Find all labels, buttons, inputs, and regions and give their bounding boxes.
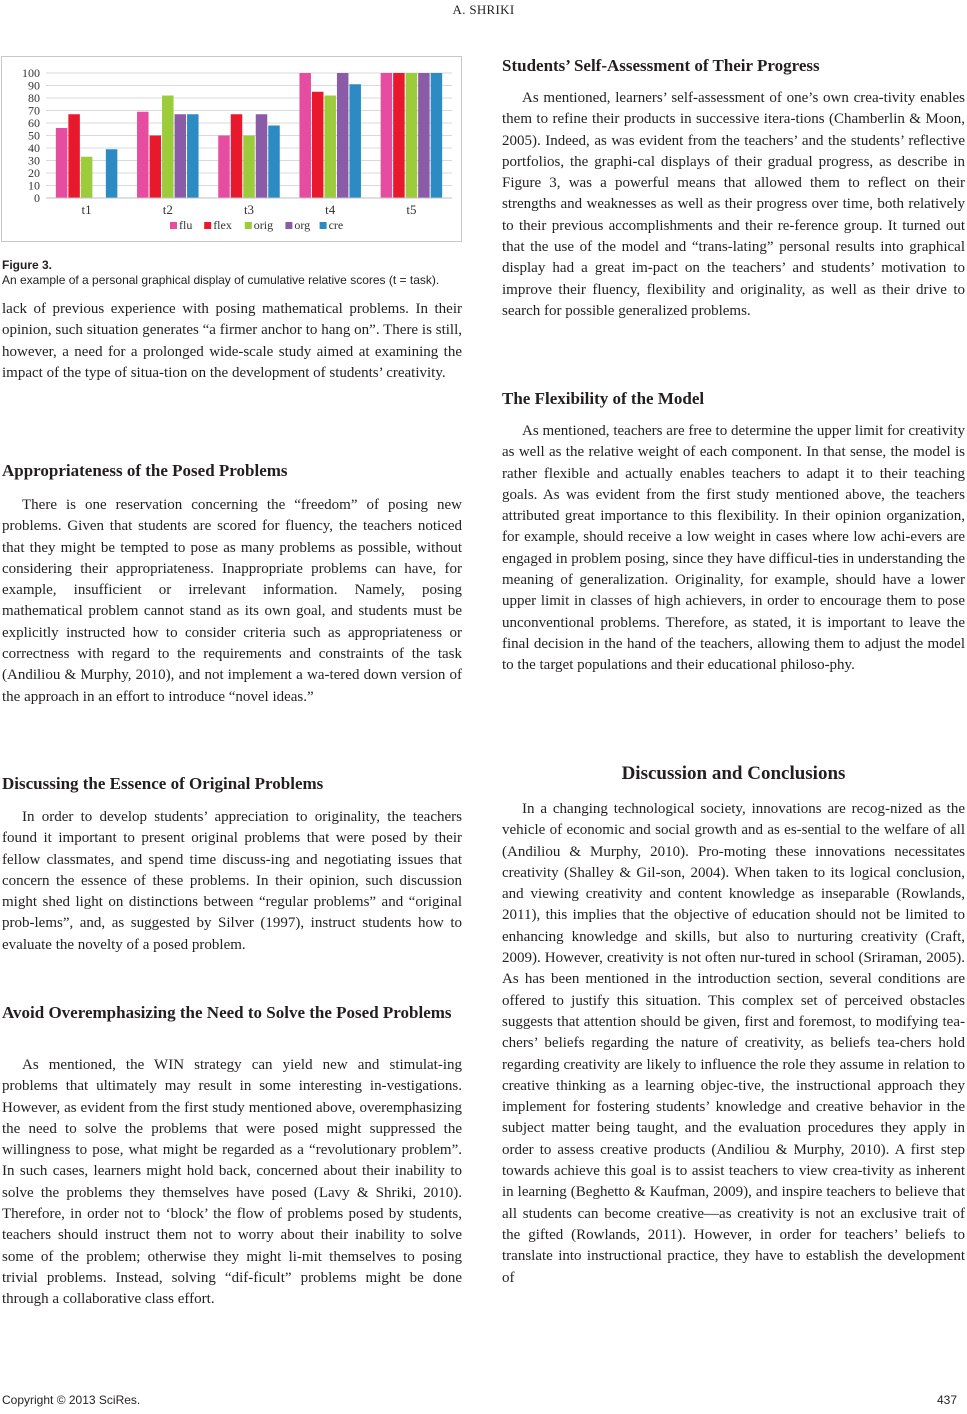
heading-avoid-overemphasizing: Avoid Overemphasizing the Need to Solve the Posed Problems xyxy=(2,1003,452,1022)
y-tick-label: 40 xyxy=(28,141,40,155)
bar-cre-t3 xyxy=(268,126,280,199)
bar-orig-t5 xyxy=(406,73,418,198)
bar-flu-t2 xyxy=(137,112,149,198)
x-tick-label: t4 xyxy=(325,202,336,217)
x-tick-label: t5 xyxy=(406,202,417,217)
figure-caption xyxy=(2,258,462,288)
bar-flex-t5 xyxy=(393,73,405,198)
heading-self-assessment: Students’ Self-Assessment of Their Progress xyxy=(502,56,820,75)
y-tick-label: 60 xyxy=(28,116,40,130)
legend-label-flex: flex xyxy=(213,218,232,232)
right-paragraph-3: In a changing technological society, innovations are recog-nized as the vehicle of economic and social growth and as es-sential to the welfare of all (Andiliou & Murphy, 2010). Pro-moting these innovations necessitates creativity (Shalley & Gil-son, 2004). When taken to its logical conclusion, and viewing creativity and content knowledge as inseparable (Rowlands, 2011), this implies that the objective of education should not be limited to enhancing knowledge and skills, but also to nurturing creativity (Craft, 2009). However, creativity is not often nur-tured in school (Sriraman, 2005). As has been mentioned in the introduction section, several conditions are offered to justify this situation. This complex set of perceived obstacles suggests that attention should be given, first and foremost, to modifying tea-chers’ beliefs regarding the nature of creativity, as beliefs tea-chers hold regarding creativity are likely to influence the role they assume in relation to creative thinking as a learning objec-tive, the instructional approach they implement for fostering students’ knowledge and creative behavior in the subject matter being taught, and the evaluation procedures they apply in order to assess creative products (Andiliou & Murphy, 2010). A first step towards achieve this goal is to assist teachers to view crea-tivity as inherent in learning (Beghetto & Kaufman, 2009), and inspire teachers to believe that all students can become creative—as creativity is not an exclusive trait of the gifted (Rowlands, 2011). However, in order for teachers’ beliefs to translate into instructional practice, they have to establish the development of xyxy=(502,801,965,1286)
left-paragraph-3: In order to develop students’ appreciation to originality, the teachers found it important to present original problems that were posed by their fellow classmates, and spend time discuss-ing and negotiating issues that concern the essence of these problems. In their opinion, such discussion might shed light on distinctions between “regular problems” and “original prob-lems”, and, as suggested by Silver (1997), instruct students how to evaluate the novelty of a posed problem. xyxy=(2,809,462,953)
heading-appropriateness: Appropriateness of the Posed Problems xyxy=(2,461,288,480)
bar-flex-t4 xyxy=(312,92,324,198)
left-paragraph-4: As mentioned, the WIN strategy can yield new and stimulat-ing problems that ultimately may result in some interesting in-vestigations. However, as evident from the first study mentioned above, overemphasizing the need to solve the problems that were posed might suppressed the willingness to pose, what might be regarded as a “revolutionary problem”. In such cases, learners might hold back, concerned about their inability to solve the problems they themselves have posed (Lavy & Shriki, 2010). Therefore, in order not to ‘block’ the flow of problems posed by students, teachers should instruct them not to worry about their inability to solve some of the problem; otherwise they might li-mit themselves to posing trivial problems. Instead, solving “dif-ficult” problems might be done through a collaborative class effort. xyxy=(2,1057,462,1308)
bar-chart xyxy=(2,57,461,241)
y-tick-label: 90 xyxy=(28,78,40,93)
bar-org-t4 xyxy=(337,73,349,198)
bar-org-t2 xyxy=(175,114,187,198)
bar-flu-t5 xyxy=(381,73,393,198)
bar-org-t3 xyxy=(256,114,268,198)
y-tick-label: 20 xyxy=(28,166,40,180)
bar-flu-t3 xyxy=(218,136,230,199)
y-tick-label: 50 xyxy=(28,128,40,143)
bar-flex-t3 xyxy=(231,114,243,198)
bar-orig-t2 xyxy=(162,96,174,199)
y-tick-label: 0 xyxy=(34,191,40,205)
bar-orig-t1 xyxy=(81,157,93,198)
x-tick-label: t3 xyxy=(243,202,255,217)
figure-label: Figure 3. xyxy=(2,258,53,272)
legend-swatch-flex xyxy=(204,222,211,229)
heading-discussion-conclusions: Discussion and Conclusions xyxy=(621,763,846,784)
legend-swatch-orig xyxy=(245,222,252,229)
y-tick-label: 80 xyxy=(28,91,40,105)
bar-flex-t1 xyxy=(68,114,80,198)
legend-swatch-org xyxy=(285,222,292,229)
legend-label-cre: cre xyxy=(328,218,344,232)
left-paragraph-2: There is one reservation concerning the “freedom” of posing new problems. Given that students are scored for fluency, the teachers noticed that they might be tempted to pose as many problems as possible, without considering their appropriateness. Inappropriate problems can have, for example, insufficient or irrelevant information. Namely, posing mathematical problem cannot stand as its own goal, and students must be explicitly instructed how to consider criteria such as appropriateness or correctness with regard to the requirements and constraints of the task (Andiliou & Murphy, 2010), and not implement a wa-tered down version of the approach in an effort to introduce “novel ideas.” xyxy=(2,497,462,705)
figure-3-chart xyxy=(1,56,462,242)
x-tick-label: t2 xyxy=(162,202,173,217)
bar-org-t5 xyxy=(418,73,430,198)
legend-label-orig: orig xyxy=(253,218,274,232)
figure-caption-text: An example of a personal graphical display of cumulative relative scores (t = task). xyxy=(2,273,440,287)
footer-page-number: 437 xyxy=(936,1393,957,1407)
bar-flex-t2 xyxy=(150,136,162,199)
footer-copyright: Copyright © 2013 SciRes. xyxy=(2,1393,141,1407)
heading-discussing-essence: Discussing the Essence of Original Problems xyxy=(2,774,324,793)
right-paragraph-1: As mentioned, learners’ self-assessment of one’s own crea-tivity enables them to refine their products in successive itera-tions (Chamberlin & Moon, 2005). Indeed, as was evident from the teachers’ and the students’ reflective portfolios, the graphi-cal displays of their gradual progress, as describe in Figure 3, was a powerful means that allowed them to reflect on their strengths and weaknesses as well as their progress over time, both relatively to their previous accomplishments and their re-ference group. It turned out that the use of the model and “trans-lating” personal results into graphical display had a great im-pact on the teachers’ and students’ motivation to improve their fluency, flexibility and originality, as well as their drive to search for possible generalized problems. xyxy=(502,90,965,319)
legend-swatch-flu xyxy=(170,222,177,229)
x-tick-label: t1 xyxy=(81,202,92,217)
bar-cre-t2 xyxy=(187,114,199,198)
left-paragraph-1: lack of previous experience with posing mathematical problems. In their opinion, such situation generates “a firmer anchor to hang on”. There is still, however, a need for a prolonged wide-scale study aimed at examining the impact of the type of situa-tion on the development of students’ creativity. xyxy=(2,301,462,381)
bar-cre-t1 xyxy=(106,149,118,198)
y-tick-label: 70 xyxy=(28,103,40,118)
y-tick-label: 30 xyxy=(28,153,40,168)
running-head: A. SHRIKI xyxy=(452,2,515,17)
y-tick-label: 10 xyxy=(28,178,40,193)
y-tick-label: 100 xyxy=(22,66,40,80)
right-paragraph-2: As mentioned, teachers are free to determine the upper limit for creativity as well as the relative weight of each component. In that sense, the model is rather flexible and actually enables teachers to adapt it to their teaching goals. As was evident from the first study mentioned above, the teachers attributed great importance to this flexibility. In their opinion organization, for example, should receive a low weight in cases where low achi-evers are engaged in problem posing, since they have difficul-ties in understanding the meaning of generalization. Originality, for example, should have a lower upper limit in classes of high achievers, in order to encourage them to pose unconventional problems. Therefore, as stated, it is important to leave the final decision in the hand of the teachers, allowing them to adjust the model to the target populations and their educational philoso-phy. xyxy=(502,423,965,674)
heading-flexibility: The Flexibility of the Model xyxy=(502,389,705,408)
legend-swatch-cre xyxy=(320,222,327,229)
bar-cre-t5 xyxy=(431,73,443,198)
bar-cre-t4 xyxy=(349,84,361,198)
legend-label-flu: flu xyxy=(179,218,193,232)
legend-label-org: org xyxy=(294,218,311,232)
bar-orig-t3 xyxy=(243,136,255,199)
bar-orig-t4 xyxy=(324,96,336,199)
bar-flu-t4 xyxy=(299,73,311,198)
bar-flu-t1 xyxy=(56,128,68,198)
